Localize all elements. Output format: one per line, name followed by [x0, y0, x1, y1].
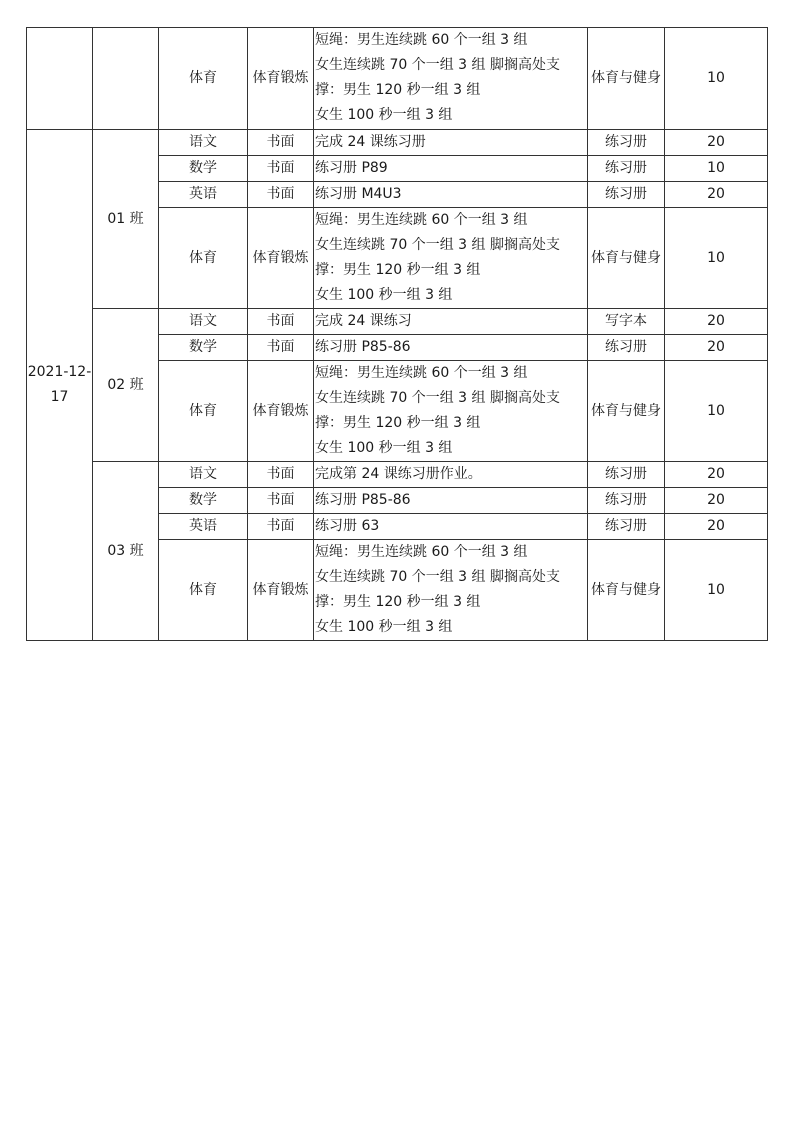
- subject-cell: 体育: [159, 208, 248, 309]
- medium-cell: 练习册: [588, 156, 665, 182]
- minutes-cell: 10: [665, 208, 768, 309]
- content-cell: 练习册 63: [314, 514, 588, 540]
- type-cell: 体育锻炼: [248, 208, 314, 309]
- subject-cell: 数学: [159, 156, 248, 182]
- type-cell: 书面: [248, 130, 314, 156]
- content-cell: 练习册 P85-86: [314, 335, 588, 361]
- content-cell: 完成 24 课练习册: [314, 130, 588, 156]
- type-cell: 书面: [248, 462, 314, 488]
- table-row: [27, 130, 768, 156]
- table-row: [27, 462, 768, 488]
- content-cell: 短绳：男生连续跳 60 个一组 3 组 女生连续跳 70 个一组 3 组 脚搁高处支 撑：男生 120 秒一组 3 组 女生 100 秒一组 3 组: [314, 28, 588, 130]
- minutes-cell: 10: [665, 361, 768, 462]
- medium-cell: 体育与健身: [588, 208, 665, 309]
- minutes-cell: 10: [665, 156, 768, 182]
- content-cell: 练习册 P89: [314, 156, 588, 182]
- minutes-cell: 20: [665, 514, 768, 540]
- medium-cell: 练习册: [588, 130, 665, 156]
- minutes-cell: 20: [665, 130, 768, 156]
- medium-cell: 写字本: [588, 309, 665, 335]
- content-cell: 短绳：男生连续跳 60 个一组 3 组 女生连续跳 70 个一组 3 组 脚搁高处支 撑：男生 120 秒一组 3 组 女生 100 秒一组 3 组: [314, 540, 588, 641]
- subject-cell: 体育: [159, 540, 248, 641]
- type-cell: 书面: [248, 335, 314, 361]
- content-cell: 完成第 24 课练习册作业。: [314, 462, 588, 488]
- medium-cell: 体育与健身: [588, 28, 665, 130]
- date-cell: [27, 130, 93, 641]
- type-cell: 书面: [248, 309, 314, 335]
- class-cell-01: 01 班: [93, 130, 159, 309]
- class-cell-02: 02 班: [93, 309, 159, 462]
- content-cell: 短绳：男生连续跳 60 个一组 3 组 女生连续跳 70 个一组 3 组 脚搁高处支 撑：男生 120 秒一组 3 组 女生 100 秒一组 3 组: [314, 361, 588, 462]
- minutes-cell: 20: [665, 182, 768, 208]
- class-cell-empty: [93, 28, 159, 130]
- content-cell: 完成 24 课练习: [314, 309, 588, 335]
- homework-table: [26, 27, 768, 641]
- subject-cell: 语文: [159, 462, 248, 488]
- medium-cell: 练习册: [588, 514, 665, 540]
- type-cell: 书面: [248, 514, 314, 540]
- table-row: [27, 28, 768, 130]
- minutes-cell: 20: [665, 462, 768, 488]
- minutes-cell: 20: [665, 488, 768, 514]
- date-cell-empty: [27, 28, 93, 130]
- subject-cell: 英语: [159, 514, 248, 540]
- subject-cell: 数学: [159, 335, 248, 361]
- subject-cell: 语文: [159, 130, 248, 156]
- type-cell: 体育锻炼: [248, 361, 314, 462]
- medium-cell: 体育与健身: [588, 361, 665, 462]
- content-cell: 练习册 M4U3: [314, 182, 588, 208]
- class-cell-03: 03 班: [93, 462, 159, 641]
- minutes-cell: 10: [665, 28, 768, 130]
- date-line-2: 17: [50, 389, 69, 405]
- date-line-1: 2021-12-: [27, 364, 92, 380]
- subject-cell: 英语: [159, 182, 248, 208]
- medium-cell: 练习册: [588, 488, 665, 514]
- subject-cell: 数学: [159, 488, 248, 514]
- type-cell: 体育锻炼: [248, 28, 314, 130]
- subject-cell: 体育: [159, 28, 248, 130]
- minutes-cell: 20: [665, 335, 768, 361]
- minutes-cell: 20: [665, 309, 768, 335]
- table-row: [27, 309, 768, 335]
- subject-cell: 语文: [159, 309, 248, 335]
- type-cell: 书面: [248, 182, 314, 208]
- subject-cell: 体育: [159, 361, 248, 462]
- medium-cell: 练习册: [588, 182, 665, 208]
- minutes-cell: 10: [665, 540, 768, 641]
- medium-cell: 练习册: [588, 462, 665, 488]
- type-cell: 书面: [248, 156, 314, 182]
- content-cell: 练习册 P85-86: [314, 488, 588, 514]
- medium-cell: 体育与健身: [588, 540, 665, 641]
- type-cell: 体育锻炼: [248, 540, 314, 641]
- medium-cell: 练习册: [588, 335, 665, 361]
- type-cell: 书面: [248, 488, 314, 514]
- content-cell: 短绳：男生连续跳 60 个一组 3 组 女生连续跳 70 个一组 3 组 脚搁高处支 撑：男生 120 秒一组 3 组 女生 100 秒一组 3 组: [314, 208, 588, 309]
